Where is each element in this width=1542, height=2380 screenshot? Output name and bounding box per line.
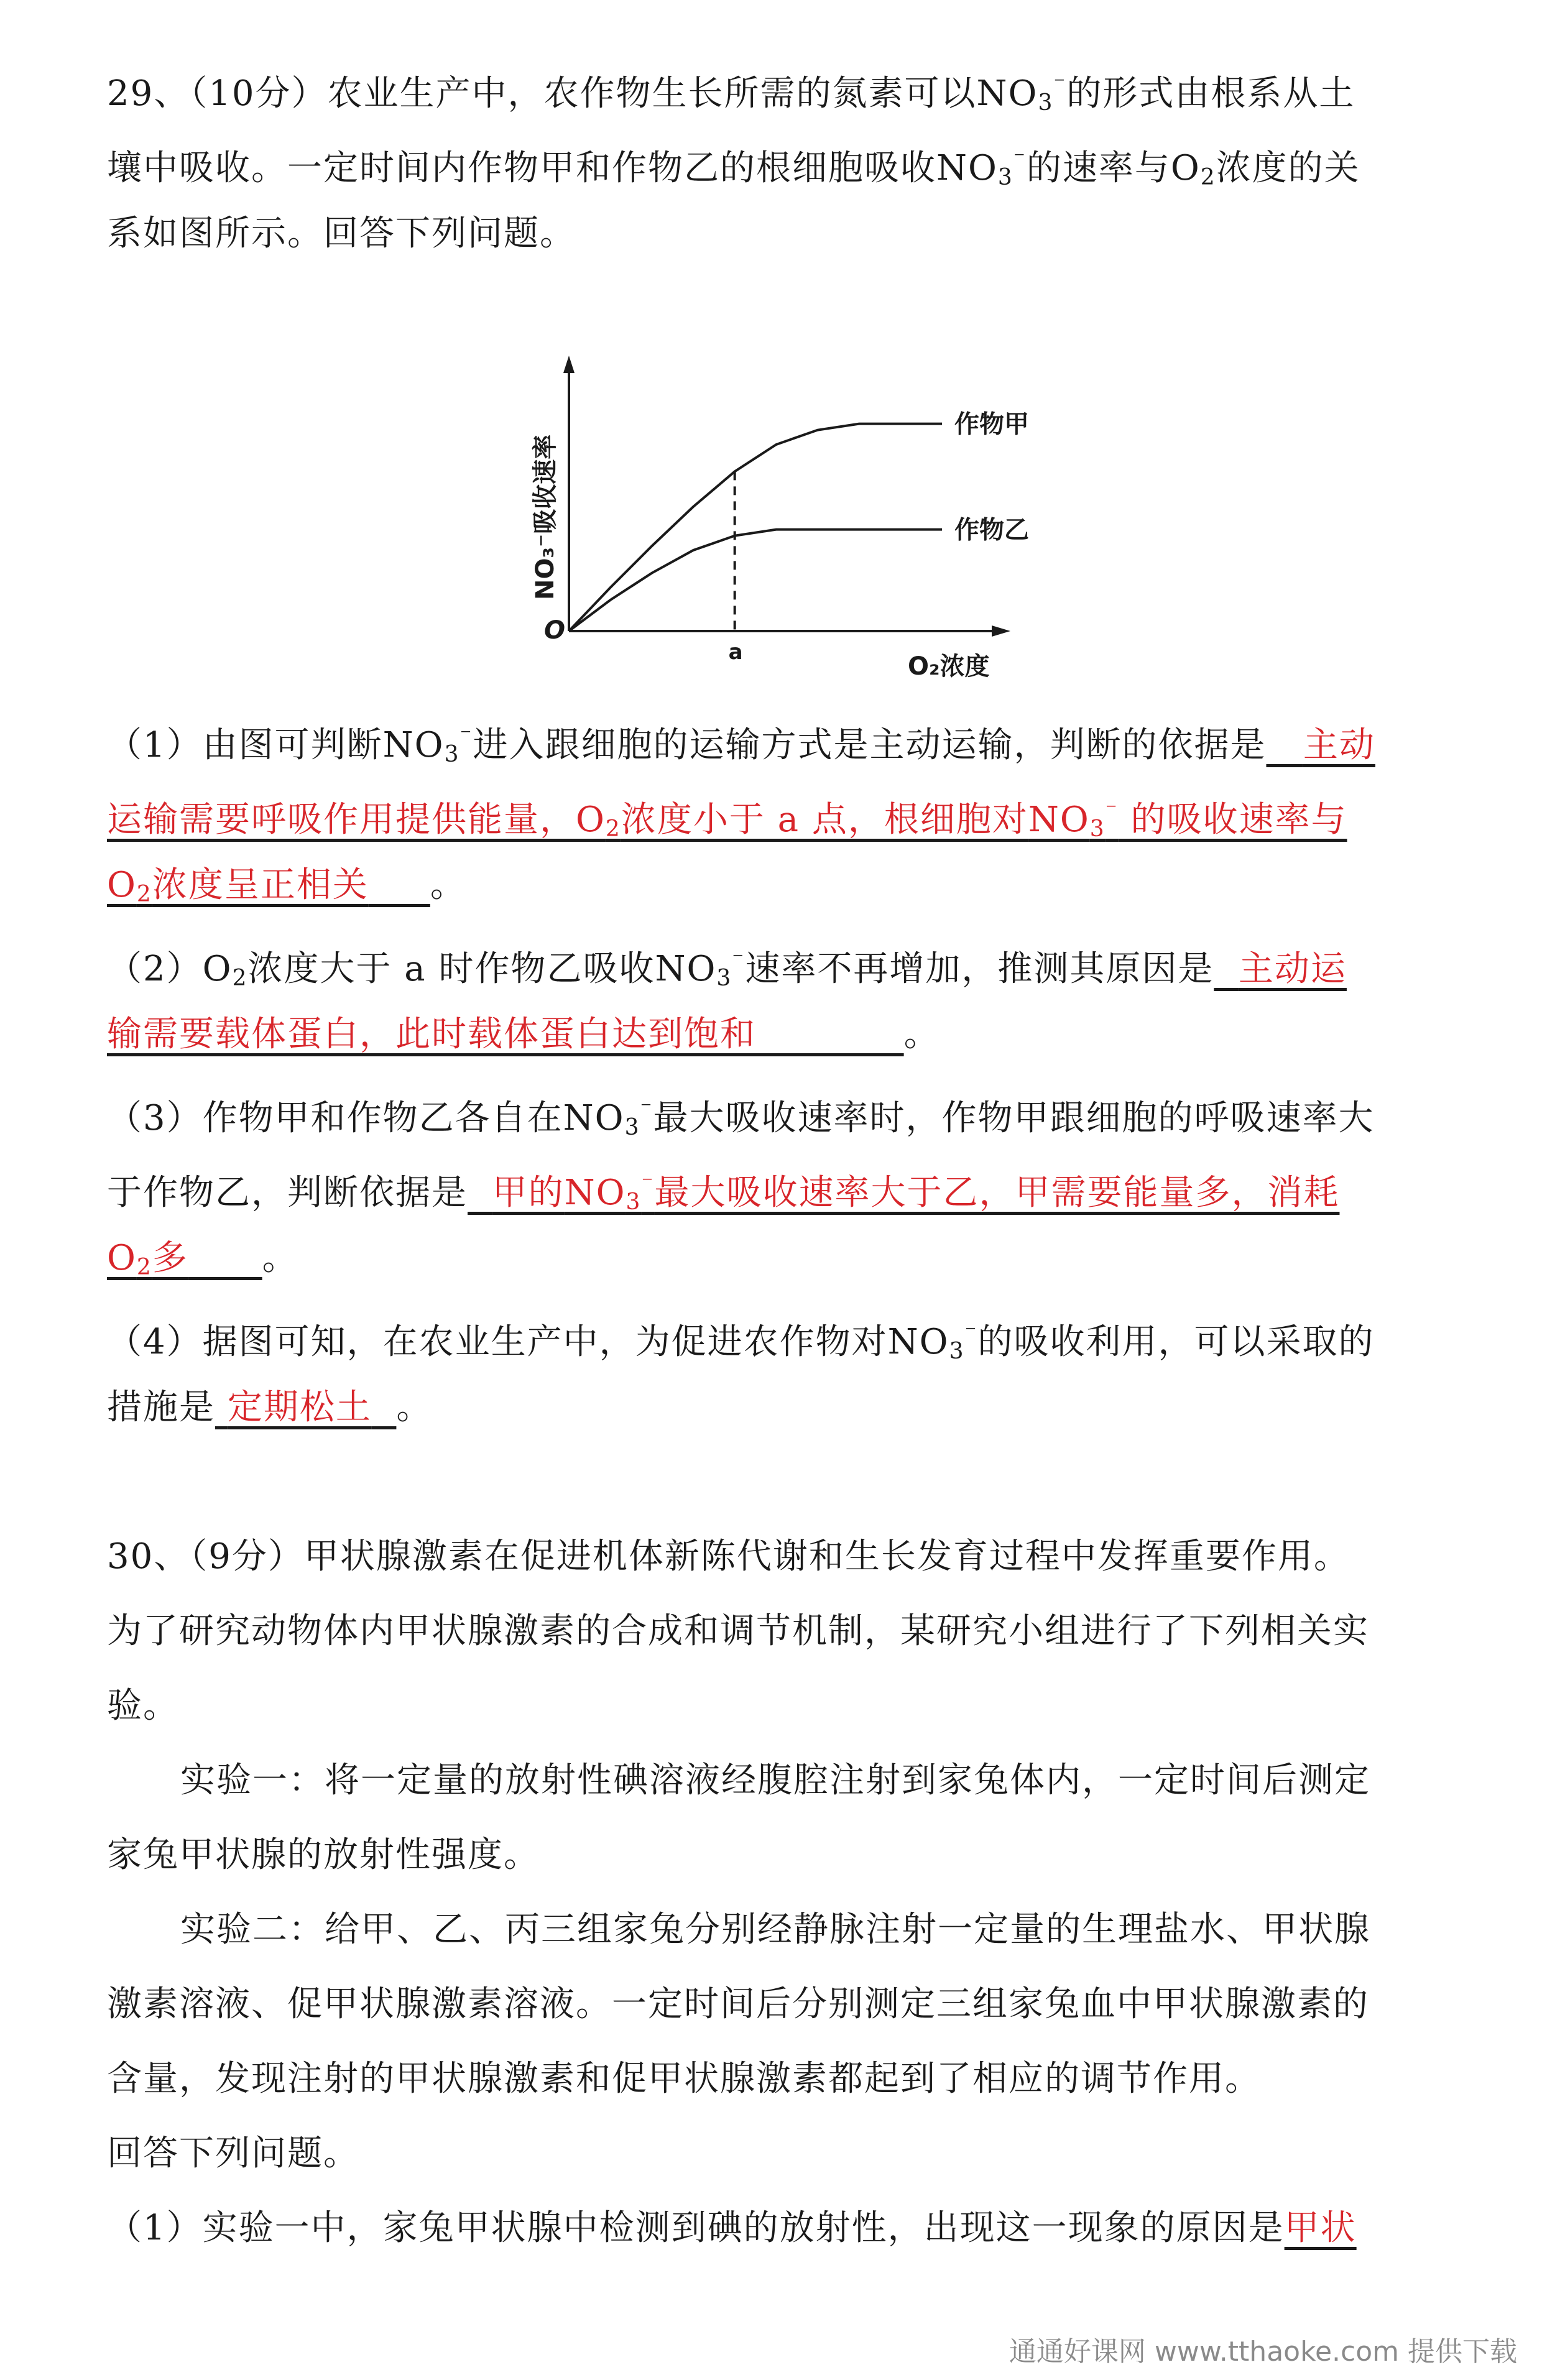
q29-sub2-line-2 [107, 1012, 1438, 1057]
chem-no: NO [563, 1098, 625, 1138]
text: 浓度的关 [1216, 148, 1360, 188]
answer-text [215, 1387, 396, 1428]
text: （2） [107, 949, 203, 989]
absorption-rate-chart [510, 348, 1029, 696]
chem-o: O [576, 800, 606, 840]
chem-no: NO [655, 949, 717, 989]
text: 29、（10分）农业生产中，农作物生长所需的氮素可以 [107, 73, 977, 114]
superscript: ⁻ [640, 1096, 653, 1122]
q29-sub2-line-1 [107, 938, 1438, 1001]
q30-line-3: 验。 [107, 1686, 179, 1726]
q29-intro-line-1 [107, 62, 1438, 126]
text: 的速率与 [1026, 148, 1171, 188]
subscript: 3 [716, 966, 732, 991]
text: 。 [262, 1238, 298, 1278]
subscript: 2 [136, 882, 152, 907]
text: 系如图所示。回答下列问题。 [107, 213, 576, 254]
footer-watermark: 通通好课网 www.tthaoke.com 提供下载 [1009, 2336, 1517, 2368]
chem-no: NO [976, 73, 1038, 114]
q29-sub4-line-2 [107, 1385, 1438, 1430]
text: （1）实验一中，家兔甲状腺中检测到碘的放射性，出现这一现象的原因是 [107, 2208, 1285, 2248]
subscript: 2 [232, 966, 248, 991]
chem-no: NO [382, 725, 445, 765]
subscript: 2 [1200, 165, 1216, 190]
subscript: 3 [626, 1189, 642, 1215]
q30-exp1-line-2: 家兔甲状腺的放射性强度。 [107, 1835, 540, 1875]
q29-intro-line-2 [107, 137, 1438, 200]
y-axis-arrow [563, 356, 575, 373]
text: 。 [903, 1014, 940, 1054]
q29-sub4-line-1 [107, 1311, 1438, 1374]
text: 措施是 [107, 1387, 215, 1428]
answer-part: 定期松土 [227, 1387, 372, 1428]
text: 浓度大于 a 时作物乙吸收 [247, 949, 655, 989]
answer-text [1266, 725, 1375, 765]
text: 于作物乙，判断依据是 [107, 1173, 468, 1213]
answer-text [468, 1173, 1339, 1213]
text: （1）由图可判断 [107, 725, 383, 765]
text: （4）据图可知，在农业生产中，为促进农作物对 [107, 1322, 888, 1362]
superscript: ⁻ [459, 723, 473, 749]
chem-no: NO [887, 1322, 949, 1362]
chem-no: NO [936, 148, 998, 188]
subscript: 2 [136, 1255, 152, 1280]
q30-exp2-line-1: 实验二：给甲、乙、丙三组家兔分别经静脉注射一定量的生理盐水、甲状腺 [180, 1909, 1370, 1950]
series-label-2: 作物乙 [954, 515, 1029, 545]
chem-o: O [202, 949, 233, 989]
answer-part: 主动运 [1238, 949, 1347, 989]
text: 浓度小于 a 点，根细胞对 [621, 800, 1028, 840]
q30-exp1-line-1: 实验一：将一定量的放射性碘溶液经腹腔注射到家兔体内，一定时间后测定 [180, 1760, 1370, 1801]
origin-label: O [544, 616, 566, 645]
text: 最大吸收速率大于乙，甲需要能量多，消耗 [654, 1173, 1340, 1213]
q30-exp2-line-2: 激素溶液、促甲状腺激素溶液。一定时间后分别测定三组家兔血中甲状腺激素的 [107, 1984, 1369, 2024]
text: 的吸收利用，可以采取的 [977, 1322, 1375, 1362]
text: 进入跟细胞的运输方式是主动运输，判断的依据是 [473, 725, 1267, 765]
chem-no: NO [564, 1173, 626, 1213]
series-line-2 [569, 530, 942, 631]
answer-text [1214, 949, 1347, 989]
chem-no: NO [1028, 800, 1090, 840]
chem-o: O [107, 1238, 137, 1278]
y-axis-label: NO₃⁻吸收速率 [531, 434, 560, 600]
text: 甲的 [492, 1173, 565, 1213]
text: 。 [430, 865, 466, 905]
text: 速率不再增加，推测其原因是 [745, 949, 1214, 989]
subscript: 3 [1089, 816, 1106, 842]
text: 壤中吸收。一定时间内作物甲和作物乙的根细胞吸收 [107, 148, 936, 188]
series-line-1 [569, 424, 942, 631]
subscript: 3 [1038, 90, 1054, 116]
answer-text [107, 1238, 262, 1278]
x-axis-arrow [992, 625, 1010, 637]
answer-part: 甲状 [1284, 2208, 1357, 2248]
x-axis-label: O₂浓度 [908, 652, 990, 681]
x-marker-label: a [728, 640, 743, 665]
text: 多 [152, 1238, 188, 1278]
subscript: 3 [949, 1339, 965, 1364]
q29-intro-line-3 [107, 211, 1438, 256]
answer-text [107, 800, 1347, 840]
text: 运输需要呼吸作用提供能量， [107, 800, 576, 840]
chem-o: O [1170, 148, 1201, 188]
q30-line-1: 30、（9分）甲状腺激素在促进机体新陈代谢和生长发育过程中发挥重要作用。 [107, 1536, 1350, 1577]
superscript: ⁻ [964, 1320, 978, 1345]
q29-sub3-line-1 [107, 1087, 1438, 1150]
q30-line-2: 为了研究动物体内甲状腺激素的合成和调节机制，某研究小组进行了下列相关实 [107, 1611, 1369, 1651]
q29-sub1-line-1 [107, 714, 1438, 777]
subscript: 3 [624, 1115, 640, 1140]
subscript: 3 [997, 165, 1013, 190]
q30-exp2-line-3: 含量，发现注射的甲状腺激素和促甲状腺激素都起到了相应的调节作用。 [107, 2059, 1261, 2099]
q30-ask: 回答下列问题。 [107, 2133, 359, 2174]
superscript: ⁻ [732, 947, 746, 972]
text: 最大吸收速率时，作物甲跟细胞的呼吸速率大 [653, 1098, 1375, 1138]
superscript: ⁻ [1105, 798, 1119, 823]
chem-o: O [107, 865, 137, 905]
text: （3）作物甲和作物乙各自在 [107, 1098, 563, 1138]
text: 浓度呈正相关 [152, 865, 369, 905]
superscript: ⁻ [641, 1171, 655, 1196]
q29-sub1-line-3 [107, 863, 1438, 917]
subscript: 3 [444, 742, 460, 767]
q30-sub1-line-1 [107, 2206, 1438, 2251]
answer-text [107, 1014, 904, 1054]
text: 的吸收速率与 [1118, 800, 1347, 840]
q29-sub3-line-3 [107, 1236, 1438, 1290]
answer-part: 主动 [1303, 725, 1375, 765]
superscript: ⁻ [1053, 71, 1067, 97]
subscript: 2 [605, 816, 621, 842]
answer-text [107, 865, 430, 905]
answer-part: 输需要载体蛋白，此时载体蛋白达到饱和 [107, 1014, 756, 1054]
series-label-1: 作物甲 [954, 410, 1029, 439]
q29-sub1-line-2 [107, 788, 1438, 852]
superscript: ⁻ [1013, 146, 1027, 172]
text: 的形式由根系从土 [1066, 73, 1355, 114]
text: 。 [396, 1387, 433, 1428]
q29-sub3-line-2 [107, 1161, 1438, 1225]
answer-text [1285, 2208, 1357, 2248]
